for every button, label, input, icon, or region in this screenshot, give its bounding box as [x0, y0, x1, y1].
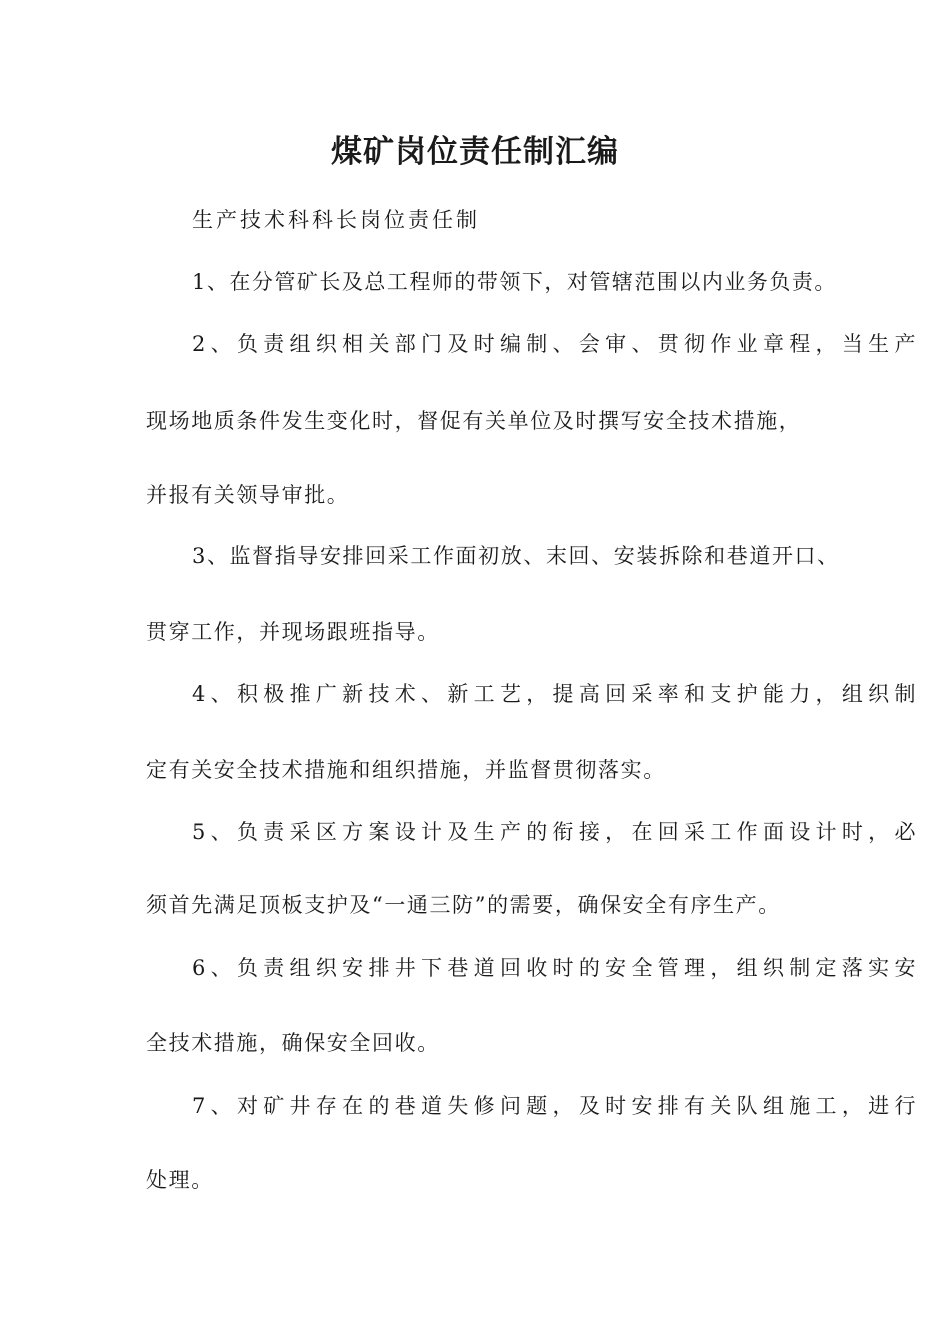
document-title: 煤矿岗位责任制汇编	[331, 134, 619, 170]
text-line-13: 7、对矿井存在的巷道失修问题，及时安排有关队组施工，进行	[192, 1094, 921, 1118]
text-line-12: 全技术措施，确保安全回收。	[146, 1031, 440, 1055]
text-line-4: 并报有关领导审批。	[146, 483, 350, 507]
text-line-9: 5、负责采区方案设计及生产的衔接，在回采工作面设计时，必	[192, 820, 921, 844]
text-line-2: 2、负责组织相关部门及时编制、会审、贯彻作业章程，当生产	[192, 332, 921, 356]
text-line-1: 1、在分管矿长及总工程师的带领下，对管辖范围以内业务负责。	[192, 270, 837, 294]
text-line-10: 须首先满足顶板支护及“一通三防”的需要，确保安全有序生产。	[146, 893, 781, 917]
text-line-5: 3、监督指导安排回采工作面初放、末回、安装拆除和巷道开口、	[192, 544, 840, 568]
text-line-6: 贯穿工作，并现场跟班指导。	[146, 620, 440, 644]
text-line-11: 6、负责组织安排井下巷道回收时的安全管理，组织制定落实安	[192, 956, 921, 980]
text-line-14: 处理。	[146, 1168, 214, 1192]
text-line-3: 现场地质条件发生变化时，督促有关单位及时撰写安全技术措施，	[146, 409, 802, 433]
text-line-7: 4、积极推广新技术、新工艺，提高回采率和支护能力，组织制	[192, 682, 921, 706]
section-heading: 生产技术科科长岗位责任制	[192, 208, 480, 232]
text-line-8: 定有关安全技术措施和组织措施，并监督贯彻落实。	[146, 758, 666, 782]
